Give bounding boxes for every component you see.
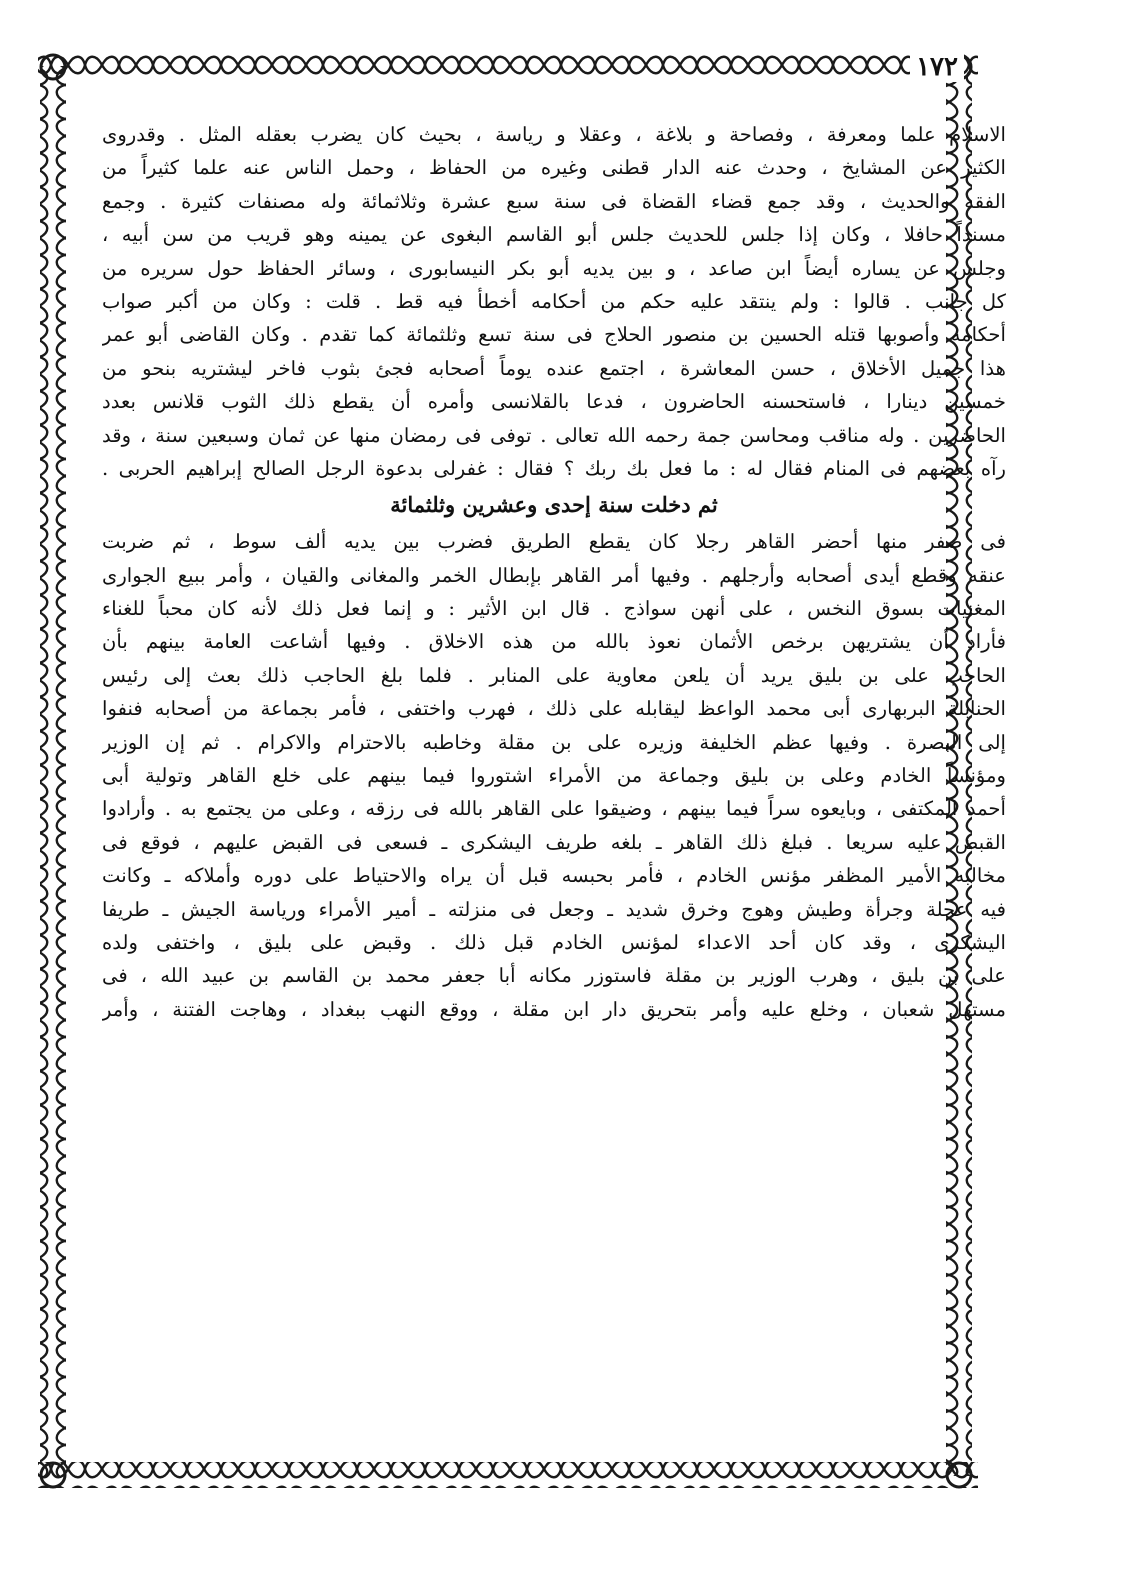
- text-line: خمسين دينارا ، فاستحسنه الحاضرون ، فدعا بالقلانسى وأمره أن يقطع ذلك الثوب قلانس بعدد: [102, 390, 1006, 414]
- text-line: وجلس عن يساره أيضاً ابن صاعد ، و بين يديه أبو بكر النيسابورى ، وسائر الحفاظ حول سريره من: [102, 256, 1006, 280]
- text-line: اليشكرى ، وقد كان أحد الاعداء لمؤنس الخادم قبل ذلك . وقبض على بليق ، واختفى ولده: [102, 930, 1006, 954]
- text-line: المغنيات بسوق النخس ، على أنهن سواذج . قال ابن الأثير : و إنما فعل ذلك لأنه كان محباً للغناء: [102, 597, 1006, 621]
- page-text: [102, 118, 1006, 1026]
- text-line: الحاجب على بن بليق يريد أن يلعن معاوية على المنابر . فلما بلغ الحاجب ذلك بعث إلى رئيس: [102, 663, 1006, 687]
- section-heading: ثم دخلت سنة إحدى وعشرين وثلثمائة: [390, 492, 718, 518]
- page-number: ١٧٢: [910, 52, 964, 82]
- text-line: الفقه والحديث ، وقد جمع قضاء القضاة فى سنة سبع عشرة وثلاثمائة وله مصنفات كثيرة . وجمع: [102, 189, 1006, 213]
- text-line: أحكامه وأصوبها قتله الحسين بن منصور الحلاج فى سنة تسع وثلثمائة كما تقدم . وكان القاضى أبو عمر: [102, 323, 1006, 347]
- text-line: الكثير عن المشايخ ، وحدث عنه الدار قطنى وغيره من الحفاظ ، وحمل الناس عنه علما كثيراً من: [102, 156, 1006, 180]
- text-line: مخالبه الأمير المظفر مؤنس الخادم ، فأمر بحبسه قبل أن يراه والاحتياط على دوره وأملاكه ـ وكانت: [102, 864, 1006, 888]
- text-line: أحمد المكتفى ، وبايعوه سراً فيما بينهم ، وضيقوا على القاهر بالله فى رزقه ، وعلى من يجتمع به . وأرادوا: [102, 797, 1006, 821]
- text-line: ومؤنساً الخادم وعلى بن بليق وجماعة من الأمراء اشتوروا فيما بينهم على خلع القاهر وتولية أبى: [102, 764, 1006, 788]
- text-line: على بن بليق ، وهرب الوزير بن مقلة فاستوزر مكانه أبا جعفر محمد بن القاسم بن عبيد الله ، فى: [102, 964, 1006, 988]
- text-line: إلى البصرة . وفيها عظم الخليفة وزيره على بن مقلة وخاطبه بالاحترام والاكرام . ثم إن الوزير: [102, 730, 1006, 754]
- text-line: فأراد أن يشتريهن برخص الأثمان نعوذ بالله من هذه الاخلاق . وفيها أشاعت العامة بينهم بأن: [102, 630, 1006, 654]
- text-line: فى صفر منها أحضر القاهر رجلا كان يقطع الطريق فضرب بين يديه ألف سوط ، ثم ضربت: [102, 530, 1006, 554]
- text-line: مستهل شعبان ، وخلع عليه وأمر بتحريق دار ابن مقلة ، ووقع النهب ببغداد ، وهاجت الفتنة ، وأمر: [102, 997, 1006, 1021]
- text-line: الحنابلة البربهارى أبى محمد الواعظ ليقابله على ذلك ، فهرب واختفى ، فأمر بجماعة من أصحابه فنفوا: [102, 697, 1006, 721]
- text-line: هذا جميل الأخلاق ، حسن المعاشرة ، اجتمع عنده يوماً أصحابه فجئ بثوب فاخر ليشتريه بنحو من: [102, 356, 1006, 380]
- text-line: كل جانب . قالوا : ولم ينتقد عليه حكم من أحكامه أخطأ فيه قط . قلت : وكان من أكبر صواب: [102, 289, 1006, 313]
- text-line: القبض عليه سريعا . فبلغ ذلك القاهر ـ بلغه طريف اليشكرى ـ فسعى فى القبض عليهم ، فوقع فى: [102, 830, 1006, 854]
- text-line: فيه عجلة وجرأة وطيش وهوج وخرق شديد ـ وجعل فى منزلته ـ أمير الأمراء ورياسة الجيش ـ طريفا: [102, 897, 1006, 921]
- text-line: الحاضرين . وله مناقب ومحاسن جمة رحمه الله تعالى . توفى فى رمضان منها عن ثمان وسبعين سنة ، وقد: [102, 423, 1006, 447]
- text-line: رآه بعضهم فى المنام فقال له : ما فعل بك ربك ؟ فقال : غفرلى بدعوة الرجل الصالح إبراهيم الحربى .: [102, 456, 1006, 480]
- text-line: الاسلام علما ومعرفة ، وفصاحة و بلاغة ، وعقلا و رياسة ، بحيث كان يضرب بعقله المثل . وقدروى: [102, 123, 1006, 146]
- text-line: مسنداً حافلا ، وكان إذا جلس للحديث جلس أبو القاسم البغوى عن يمينه وهو قريب من سن أبيه ،: [102, 223, 1006, 247]
- text-line: عنقه وقطع أيدى أصحابه وأرجلهم . وفيها أمر القاهر بإبطال الخمر والمغانى والقيان ، وأمر ببيع الجوارى: [102, 563, 1006, 587]
